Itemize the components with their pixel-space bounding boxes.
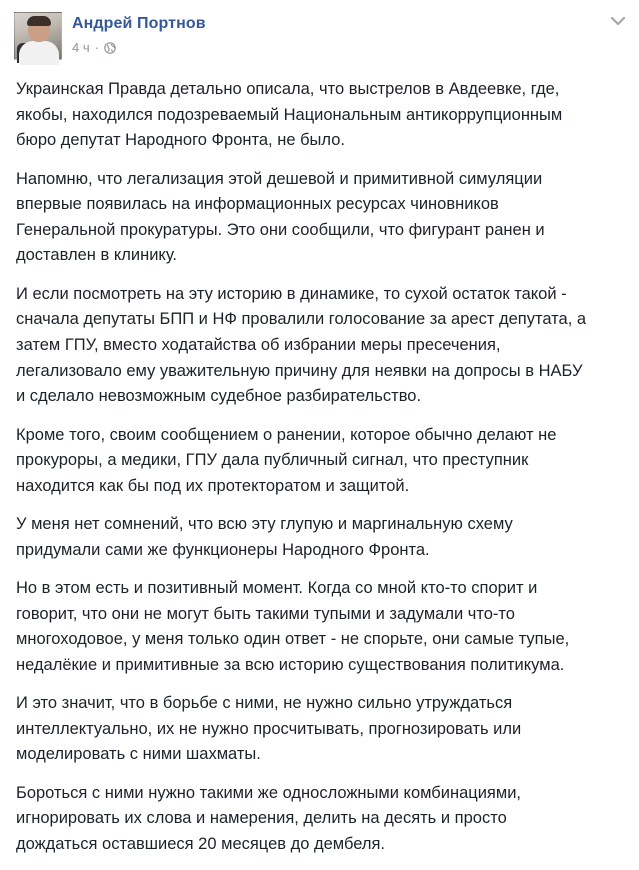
paragraph-line: впервые появилась на информационных ресурсах чиновников [16, 195, 499, 214]
paragraph-line: недалёкие и примитивные за всю историю существования политикума. [16, 655, 565, 674]
post-paragraph [16, 423, 628, 500]
paragraph-line: доставлен в клинику. [16, 246, 178, 265]
paragraph-line: затем ГПУ, вместо ходатайства об избрании меры пресечения, [16, 335, 501, 354]
avatar-hair [27, 16, 51, 26]
paragraph-line: И если посмотреть на эту историю в динамике, то сухой остаток такой - [16, 284, 567, 303]
post-body [16, 77, 628, 870]
post-paragraph [16, 781, 628, 858]
avatar-shirt [19, 41, 59, 65]
paragraph-line: бюро депутат Народного Фронта, не было. [16, 131, 345, 150]
paragraph-line: Украинская Правда детально описала, что выстрелов в Авдеевке, где, [16, 80, 560, 98]
paragraph-line: моделировать с ними шахматы. [16, 745, 261, 764]
paragraph-line: Напомню, что легализация этой дешевой и примитивной симуляции [16, 169, 543, 188]
post-timestamp[interactable]: 4 ч [72, 40, 90, 55]
post-paragraph [16, 77, 628, 154]
paragraph-line: Но в этом есть и позитивный момент. Когда со мной кто-то спорит и [16, 579, 538, 598]
paragraph-line: прокуроры, а медики, ГПУ дала публичный сигнал, что преступник [16, 451, 529, 470]
paragraph-line: игнорировать их слова и намерения, делить на десять и просто [16, 809, 507, 828]
paragraph-line: интеллектуально, их не нужно просчитывать, прогнозировать или [16, 719, 522, 738]
post-paragraph [16, 167, 628, 269]
paragraph-line: У меня нет сомнений, что всю эту глупую и маргинальную схему [16, 515, 513, 534]
post-paragraph [16, 691, 628, 768]
paragraph-line: многоходовое, у меня только один ответ - не спорьте, они самые тупые, [16, 630, 570, 649]
post-paragraph [16, 282, 628, 410]
post-subline [72, 40, 206, 55]
paragraph-line: и сделало невозможным судебное разбирательство. [16, 387, 422, 406]
paragraph-line: легализовало ему уважительную причину для неявки на допросы в НАБУ [16, 361, 583, 380]
paragraph-line: Бороться с ними нужно такими же односложными комбинациями, [16, 783, 521, 802]
post-header [14, 12, 206, 60]
paragraph-line: находится как бы под их протекторатом и защитой. [16, 476, 410, 495]
paragraph-line: якобы, находился подозреваемый Национальным антикоррупционным [16, 105, 563, 124]
paragraph-line: дождаться оставшиеся 20 месяцев до дембеля. [16, 835, 385, 854]
chevron-down-icon[interactable] [610, 14, 626, 26]
post-paragraph [16, 512, 628, 563]
author-name-link[interactable]: Андрей Портнов [72, 15, 206, 32]
paragraph-line: И это значит, что в борьбе с ними, не нужно сильно утруждаться [16, 694, 513, 713]
post-meta [72, 12, 206, 55]
post-paragraph [16, 576, 628, 678]
paragraph-line: Генеральной прокуратуры. Это они сообщили, что фигурант ранен и [16, 220, 545, 239]
author-avatar[interactable] [14, 12, 62, 60]
paragraph-line: придумали сами же функционеры Народного Фронта. [16, 540, 430, 559]
paragraph-line: говорит, что они не могут быть такими тупыми и задумали что-то [16, 604, 515, 623]
globe-icon[interactable] [104, 42, 116, 54]
paragraph-line: Кроме того, своим сообщением о ранении, которое обычно делают не [16, 425, 557, 444]
separator-dot: · [94, 40, 99, 55]
paragraph-line: сначала депутаты БПП и НФ провалили голосование за арест депутата, а [16, 310, 587, 329]
